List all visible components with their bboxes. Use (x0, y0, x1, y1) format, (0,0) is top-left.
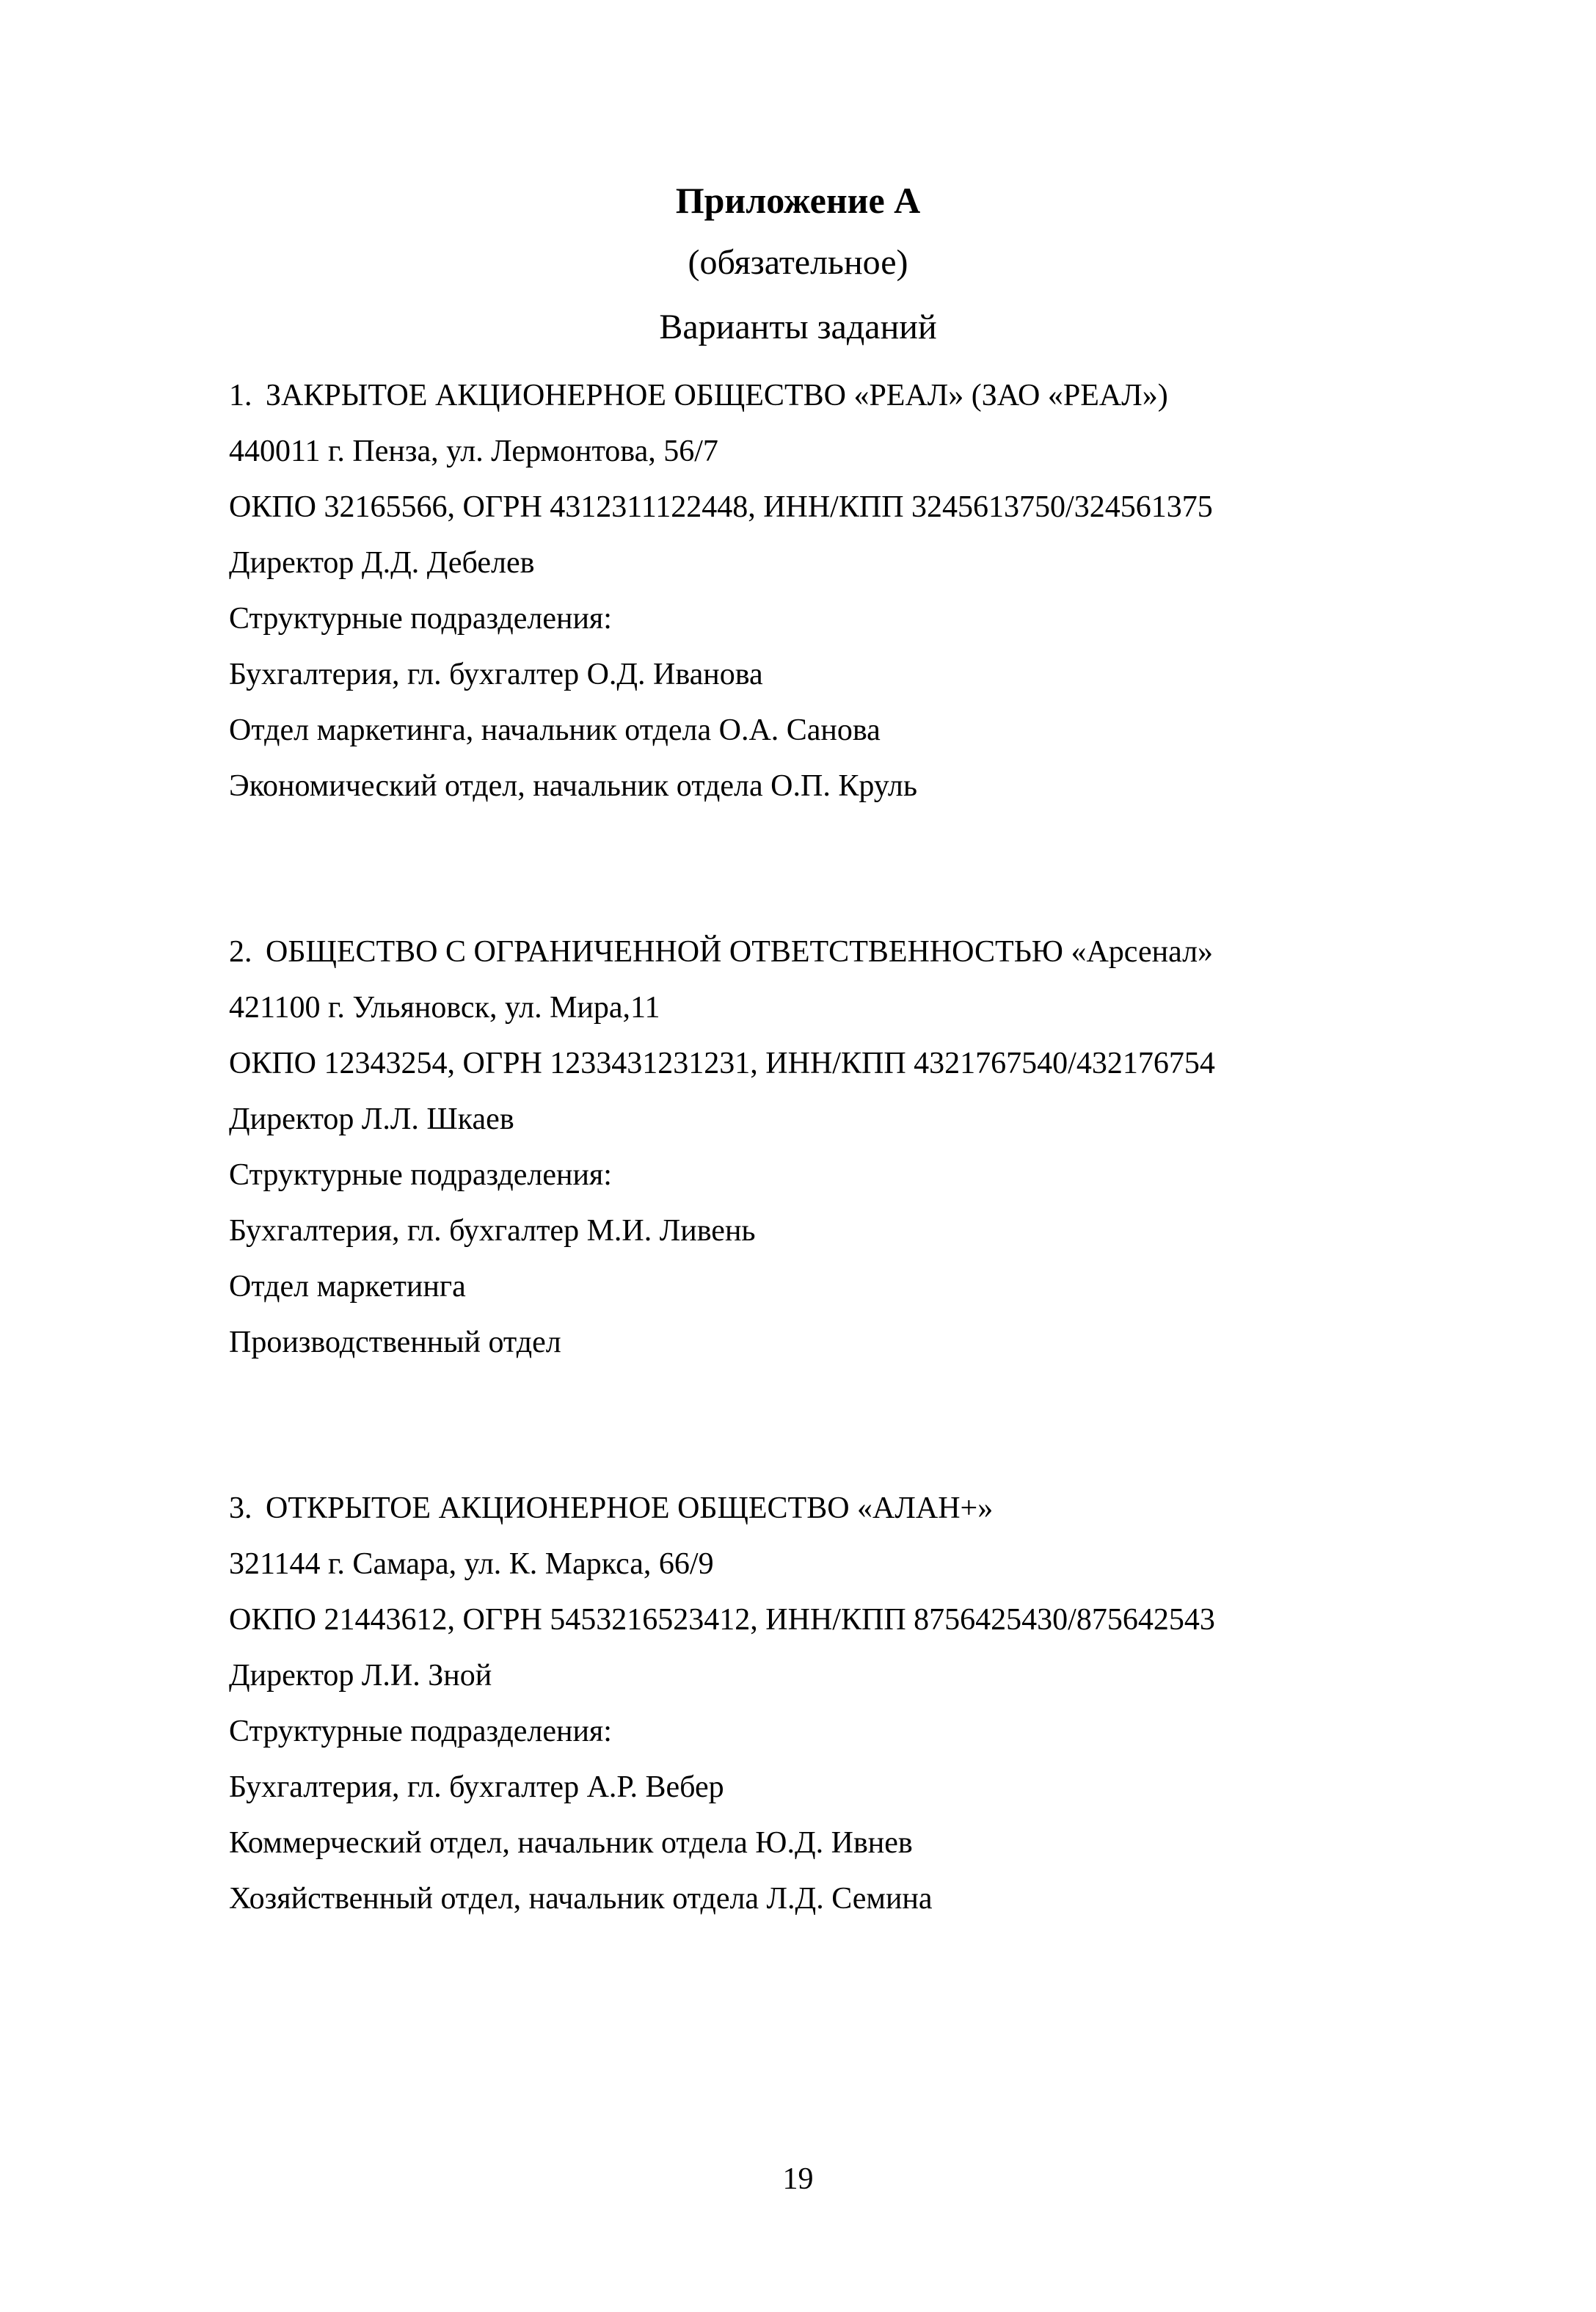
company-director: Директор Л.И. Зной (229, 1659, 492, 1693)
company-address: 421100 г. Ульяновск, ул. Мира,11 (229, 991, 660, 1025)
division-item: Хозяйственный отдел, начальник отдела Л.Д. Семина (229, 1882, 933, 1916)
page-number: 19 (782, 2162, 814, 2196)
company-name: ЗАКРЫТОЕ АКЦИОНЕРНОЕ ОБЩЕСТВО «РЕАЛ» (ЗАО «РЕАЛ») (266, 379, 1168, 412)
company-name: ОБЩЕСТВО С ОГРАНИЧЕННОЙ ОТВЕТСТВЕННОСТЬЮ «Арсенал» (266, 935, 1214, 969)
company-director: Директор Д.Д. Дебелев (229, 546, 535, 580)
division-item: Производственный отдел (229, 1326, 561, 1359)
division-item: Отдел маркетинга (229, 1270, 466, 1304)
variant-3-title (229, 1493, 993, 1524)
company-codes: ОКПО 12343254, ОГРН 1233431231231, ИНН/КПП 4321767540/432176754 (229, 1047, 1215, 1080)
company-director: Директор Л.Л. Шкаев (229, 1102, 514, 1136)
company-address: 321144 г. Самара, ул. К. Маркса, 66/9 (229, 1547, 714, 1581)
variant-1-title (229, 380, 1168, 411)
variant-2-title (229, 937, 1213, 967)
company-codes: ОКПО 32165566, ОГРН 4312311122448, ИНН/КПП 3245613750/324561375 (229, 490, 1213, 524)
division-item: Бухгалтерия, гл. бухгалтер А.Р. Вебер (229, 1770, 724, 1804)
company-address: 440011 г. Пенза, ул. Лермонтова, 56/7 (229, 435, 718, 468)
company-codes: ОКПО 21443612, ОГРН 5453216523412, ИНН/КПП 8756425430/875642543 (229, 1603, 1215, 1637)
appendix-title: Приложение А (675, 180, 921, 221)
division-item: Бухгалтерия, гл. бухгалтер М.И. Ливень (229, 1214, 756, 1248)
division-item: Коммерческий отдел, начальник отдела Ю.Д. Ивнев (229, 1826, 913, 1860)
divisions-label: Структурные подразделения: (229, 1715, 612, 1748)
appendix-subtitle: (обязательное) (688, 243, 908, 282)
divisions-label: Структурные подразделения: (229, 1158, 612, 1192)
variant-number: 1. (229, 379, 252, 412)
division-item: Экономический отдел, начальник отдела О.П. Круль (229, 769, 918, 803)
division-item: Бухгалтерия, гл. бухгалтер О.Д. Иванова (229, 658, 763, 691)
variant-number: 3. (229, 1491, 252, 1525)
divisions-label: Структурные подразделения: (229, 602, 612, 636)
variant-number: 2. (229, 935, 252, 969)
company-name: ОТКРЫТОЕ АКЦИОНЕРНОЕ ОБЩЕСТВО «АЛАН+» (266, 1491, 994, 1525)
appendix-heading: Варианты заданий (659, 308, 937, 346)
division-item: Отдел маркетинга, начальник отдела О.А. Санова (229, 713, 881, 747)
